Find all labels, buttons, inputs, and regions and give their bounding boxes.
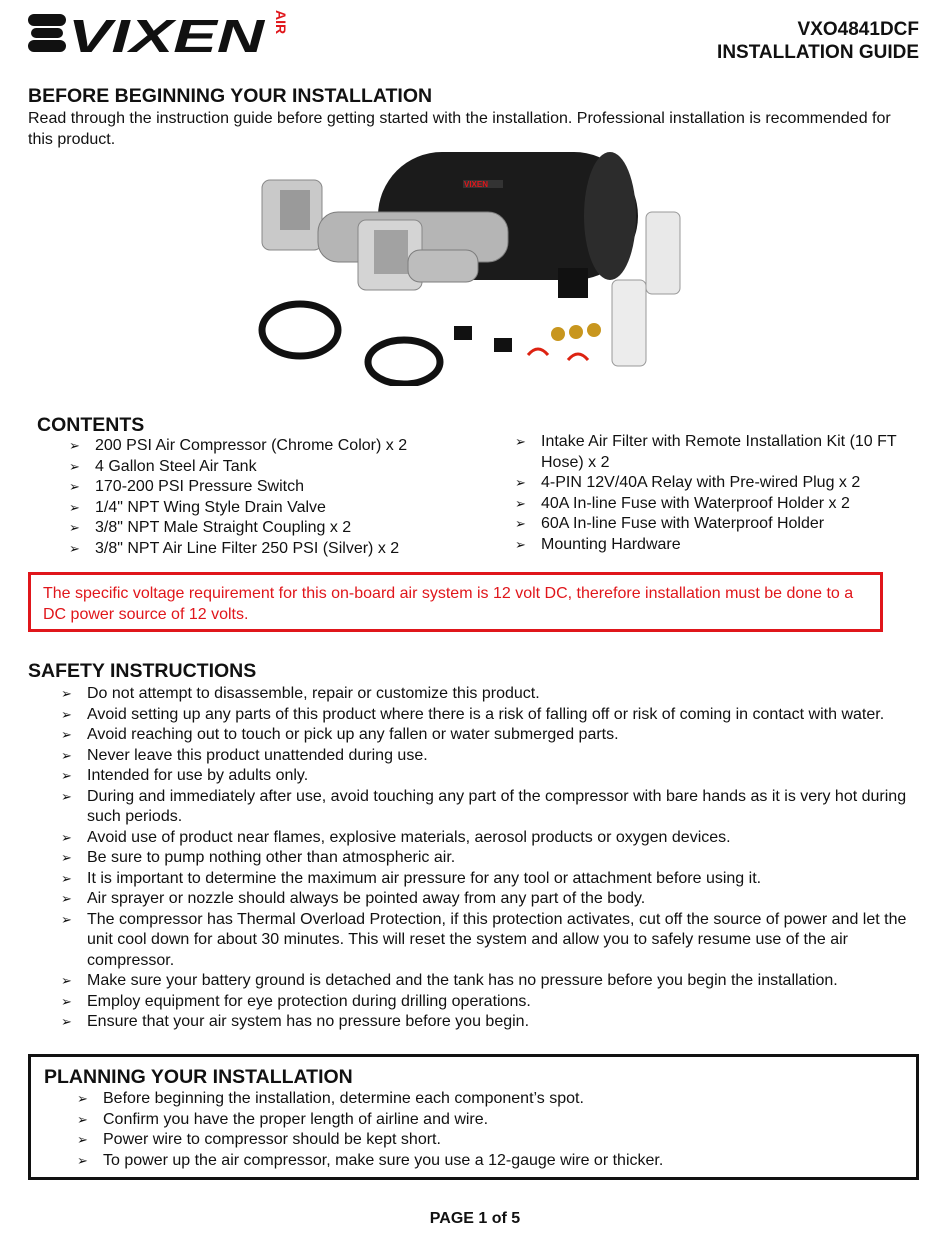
contents-list-left (69, 436, 495, 559)
list-item: ➢ During and immediately after use, avoid touching any part of the compressor with bare hands as it is very hot during such periods. (61, 787, 907, 825)
contents-list-right (515, 432, 921, 555)
list-item: ➢ Make sure your battery ground is detached and the tank has no pressure before you begin the installation. (87, 971, 917, 992)
arrowhead-bullet-icon: ➢ (77, 1111, 88, 1127)
planning-title: PLANNING YOUR INSTALLATION (44, 1066, 353, 1088)
list-item: ➢ Never leave this product unattended during use. (87, 746, 917, 767)
list-item: ➢ 40A In-line Fuse with Waterproof Holder x 2 (541, 494, 921, 515)
page-number: PAGE 1 of 5 (429, 1210, 521, 1227)
list-item: ➢ 1/4" NPT Wing Style Drain Valve (95, 498, 495, 519)
list-item: ➢ To power up the air compressor, make sure you use a 12-gauge wire or thicker. (103, 1151, 903, 1172)
list-item: ➢ Before beginning the installation, determine each component’s spot. (103, 1089, 903, 1110)
arrowhead-bullet-icon: ➢ (61, 973, 72, 988)
planning-list (77, 1089, 903, 1171)
arrowhead-bullet-icon: ➢ (515, 516, 526, 531)
list-item: ➢ Do not attempt to disassemble, repair or customize this product. (87, 684, 917, 705)
before-text: Read through the instruction guide before getting started with the installation. Professional installation is recommended for this product. (28, 110, 891, 148)
list-item: ➢ 200 PSI Air Compressor (Chrome Color) x 2 (95, 436, 495, 457)
list-item: ➢ Avoid reaching out to touch or pick up any fallen or water submerged parts. (87, 725, 917, 746)
vixen-air-logo (28, 6, 290, 62)
arrowhead-bullet-icon: ➢ (61, 1014, 72, 1029)
list-item: ➢ Avoid use of product near flames, explosive materials, aerosol products or oxygen devices. (87, 828, 917, 849)
arrowhead-bullet-icon: ➢ (515, 536, 526, 552)
arrowhead-bullet-icon: ➢ (69, 479, 80, 494)
list-item: ➢ Confirm you have the proper length of airline and wire. (103, 1110, 903, 1131)
tank-label: VIXEN (464, 180, 489, 189)
contents-title: CONTENTS (37, 414, 145, 436)
before-title: BEFORE BEGINNING YOUR INSTALLATION (28, 85, 433, 107)
brand-text: VIXEN (68, 10, 266, 62)
list-item: ➢ 4 Gallon Steel Air Tank (95, 457, 495, 478)
doc-header (717, 18, 919, 64)
list-item: ➢ Be sure to pump nothing other than atmospheric air. (87, 848, 917, 869)
voltage-notice-text: The specific voltage requirement for this on-board air system is 12 volt DC, therefore installation must be done to a DC power source of 12 volts. (43, 585, 854, 623)
arrowhead-bullet-icon: ➢ (61, 891, 72, 906)
list-item: ➢ 4-PIN 12V/40A Relay with Pre-wired Plug x 2 (541, 473, 921, 494)
arrowhead-bullet-icon: ➢ (515, 475, 526, 490)
arrowhead-bullet-icon: ➢ (515, 495, 526, 511)
arrowhead-bullet-icon: ➢ (69, 540, 80, 556)
arrowhead-bullet-icon: ➢ (61, 870, 72, 886)
arrowhead-bullet-icon: ➢ (69, 458, 80, 474)
arrowhead-bullet-icon: ➢ (61, 829, 72, 845)
planning-box (28, 1054, 919, 1180)
arrowhead-bullet-icon: ➢ (69, 499, 80, 515)
arrowhead-bullet-icon: ➢ (61, 686, 72, 701)
list-item: ➢ 170-200 PSI Pressure Switch (95, 477, 495, 498)
arrowhead-bullet-icon: ➢ (77, 1152, 88, 1168)
arrowhead-bullet-icon: ➢ (61, 768, 72, 783)
arrowhead-bullet-icon: ➢ (69, 520, 80, 535)
safety-list (61, 684, 917, 1033)
arrowhead-bullet-icon: ➢ (61, 850, 72, 865)
arrowhead-bullet-icon: ➢ (77, 1091, 88, 1106)
list-item: ➢ Avoid setting up any parts of this product where there is a risk of falling off or risk of coming in contact with water. (87, 705, 917, 726)
arrowhead-bullet-icon: ➢ (77, 1132, 88, 1147)
list-item: ➢ Intake Air Filter with Remote Installation Kit (10 FT Hose) x 2 (515, 433, 897, 471)
model-number: VXO4841DCF (797, 19, 919, 40)
list-item: ➢ Air sprayer or nozzle should always be pointed away from any part of the body. (87, 889, 917, 910)
voltage-notice-box (28, 572, 883, 632)
arrowhead-bullet-icon: ➢ (61, 727, 72, 742)
brand-sub-text: AIR (273, 10, 289, 35)
list-item: ➢ Employ equipment for eye protection during drilling operations. (87, 992, 917, 1013)
arrowhead-bullet-icon: ➢ (61, 993, 72, 1009)
list-item: ➢ Power wire to compressor should be kept short. (103, 1130, 903, 1151)
safety-title: SAFETY INSTRUCTIONS (28, 660, 257, 682)
product-image (258, 150, 690, 386)
arrowhead-bullet-icon: ➢ (61, 788, 72, 804)
list-item: ➢ Intended for use by adults only. (87, 766, 917, 787)
list-item: ➢ Mounting Hardware (541, 535, 921, 556)
list-item: ➢ The compressor has Thermal Overload Protection, if this protection activates, cut off the source of power and let the unit cool down for about 30 minutes. This will reset the system and allow you to safely resume use of the air compressor. (61, 910, 907, 969)
list-item: ➢ 60A In-line Fuse with Waterproof Holder (541, 514, 921, 535)
arrowhead-bullet-icon: ➢ (61, 911, 72, 927)
arrowhead-bullet-icon: ➢ (69, 438, 80, 453)
list-item: ➢ Ensure that your air system has no pressure before you begin. (87, 1012, 917, 1033)
arrowhead-bullet-icon: ➢ (61, 747, 72, 763)
list-item: ➢ 3/8" NPT Air Line Filter 250 PSI (Silver) x 2 (95, 539, 495, 560)
arrowhead-bullet-icon: ➢ (515, 434, 526, 449)
arrowhead-bullet-icon: ➢ (61, 706, 72, 722)
doc-title: INSTALLATION GUIDE (717, 42, 919, 63)
list-item: ➢ It is important to determine the maximum air pressure for any tool or attachment before using it. (87, 869, 917, 890)
list-item: ➢ 3/8" NPT Male Straight Coupling x 2 (95, 518, 495, 539)
